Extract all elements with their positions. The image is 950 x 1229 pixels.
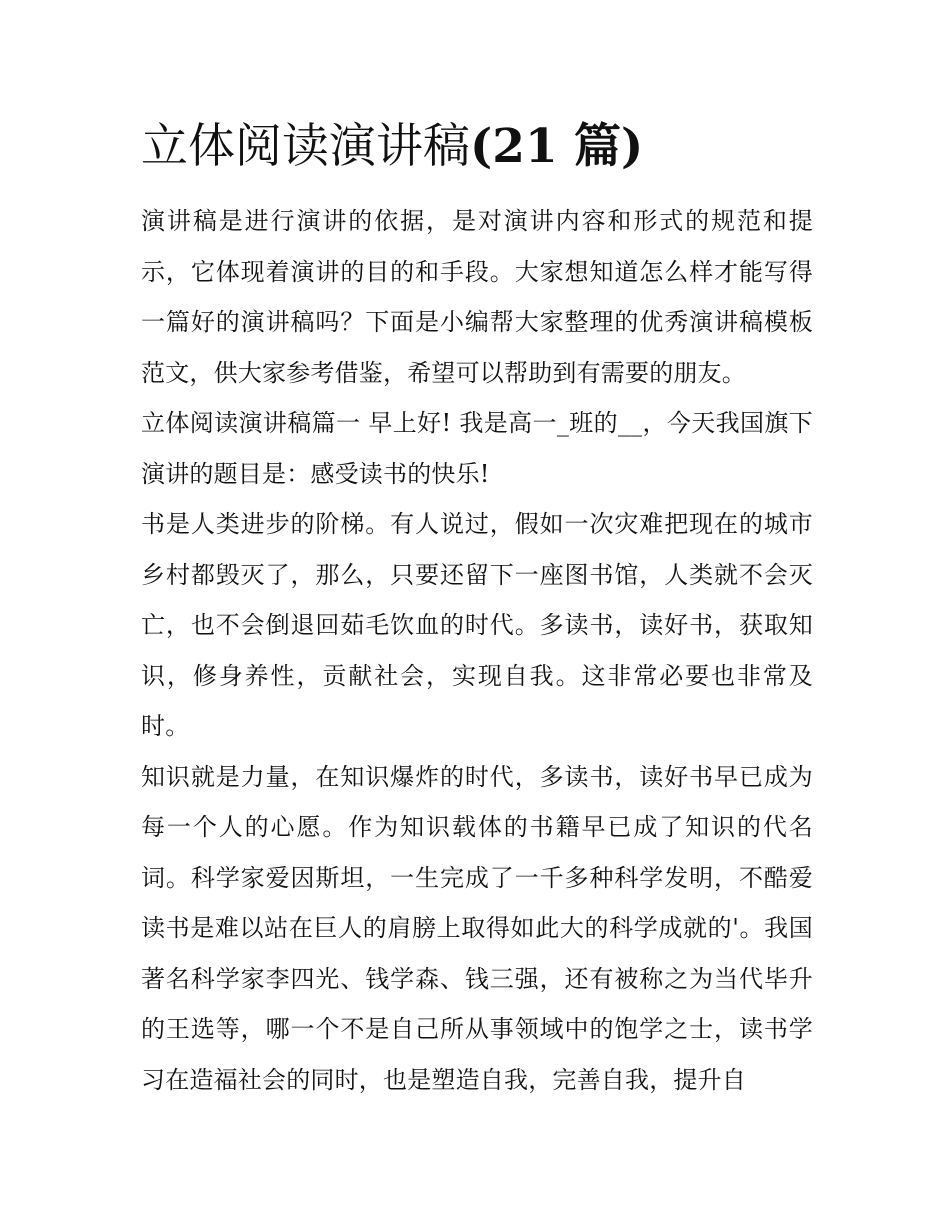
- title-main-text: 立体阅读演讲稿: [141, 119, 470, 174]
- intro-paragraph: 演讲稿是进行演讲的依据，是对演讲内容和形式的规范和提示，它体现着演讲的目的和手段。大家想知道怎么样才能写得一篇好的演讲稿吗？下面是小编帮大家整理的优秀演讲稿模板范文，供大家参考借鉴，希望可以帮助到有需要的朋友。: [141, 207, 813, 387]
- document-page: [141, 112, 813, 1105]
- title-count-text: (21 篇): [470, 119, 644, 174]
- book-ladder-paragraph: 书是人类进步的阶梯。有人说过，假如一次灾难把现在的城市乡村都毁灭了，那么，只要还留下一座图书馆，人类就不会灭亡，也不会倒退回茹毛饮血的时代。多读书，读好书，获取知识，修身养性，贡献社会，实现自我。这非常必要也非常及时。: [141, 510, 813, 740]
- knowledge-power-paragraph: 知识就是力量，在知识爆炸的时代，多读书，读好书早已成为每一个人的心愿。作为知识载体的书籍早已成了知识的代名词。科学家爱因斯坦，一生完成了一千多种科学发明，不酷爱读书是难以站在巨人的肩膀上取得如此大的科学成就的'。我国著名科学家李四光、钱学森、钱三强，还有被称之为当代毕升的王选等，哪一个不是自己所从事领域中的饱学之士，读书学习在造福社会的同时，也是塑造自我，完善自我，提升自: [141, 762, 813, 1094]
- document-title: [141, 112, 813, 182]
- speech-opening-paragraph: 立体阅读演讲稿篇一 早上好! 我是高一_班的__，今天我国旗下演讲的题目是：感受读书的快乐!: [141, 409, 813, 488]
